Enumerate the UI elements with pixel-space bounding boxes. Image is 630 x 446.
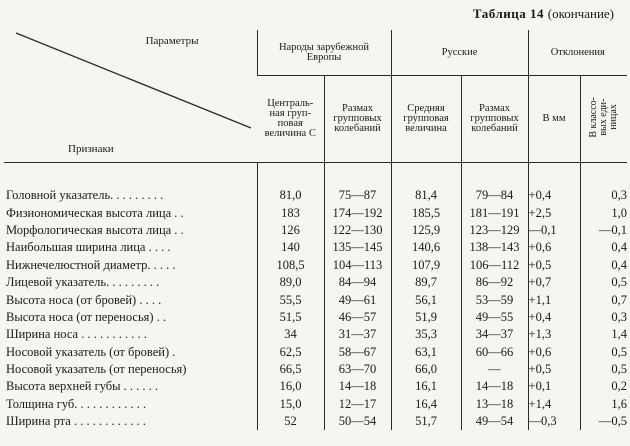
cell-range-foreign: 104—113 [324,257,391,274]
cell-deviation-mm: +1,1 [528,291,580,308]
col-header-deviation-classes [580,76,627,163]
col-header-range-russians [461,76,528,163]
corner-diagonal [4,30,257,161]
table-row [4,257,627,274]
cell-deviation-classes: 0,5 [580,274,627,291]
cell-mean-value: 107,9 [391,257,461,274]
row-feature-name: Носовой указатель (от бровей) . [6,344,176,359]
cell-range-russians: 123—129 [461,222,528,239]
table-row [4,274,627,291]
cell-deviation-classes: —0,5 [580,413,627,430]
row-feature-name: Носовой указатель (от переносья) [6,362,187,377]
cell-range-russians: 14—18 [461,378,528,395]
cell-deviation-mm: —0,1 [528,222,580,239]
cell-deviation-classes: 0,5 [580,344,627,361]
cell-range-foreign: 75—87 [324,163,391,205]
cell-central-value: 62,5 [257,344,324,361]
cell-deviation-mm: +0,6 [528,344,580,361]
row-feature-name: Ширина носа . . . . . . . . . . . [6,327,147,342]
cell-range-russians: 49—55 [461,309,528,326]
cell-range-foreign: 58—67 [324,344,391,361]
cell-central-value: 183 [257,204,324,221]
col-label-range-russians: Размах групповых колебаний [470,103,519,134]
cell-mean-value: 185,5 [391,204,461,221]
cell-deviation-mm: +0,7 [528,274,580,291]
row-feature-name: Высота носа (от бровей) . . . . [6,292,162,307]
cell-central-value: 81,0 [257,163,324,205]
row-feature-name: Нижнечелюстной диаметр. . . . . [6,257,176,272]
cell-deviation-mm: +2,5 [528,204,580,221]
cell-range-foreign: 31—37 [324,326,391,343]
cell-central-value: 52 [257,413,324,430]
cell-deviation-mm: +1,3 [528,326,580,343]
row-feature-name: Высота верхней губы . . . . . . [6,379,159,394]
cell-range-foreign: 63—70 [324,361,391,378]
cell-mean-value: 66,0 [391,361,461,378]
group-header-deviations [528,30,627,76]
row-feature-name: Толщина губ. . . . . . . . . . . . [6,396,147,411]
cell-central-value: 16,0 [257,378,324,395]
cell-mean-value: 16,4 [391,396,461,413]
cell-mean-value: 140,6 [391,239,461,256]
cell-range-foreign: 122—130 [324,222,391,239]
cell-range-russians: 79—84 [461,163,528,205]
cell-mean-value: 81,4 [391,163,461,205]
cell-deviation-classes: 0,3 [580,163,627,205]
cell-range-foreign: 50—54 [324,413,391,430]
table-row [4,291,627,308]
cell-central-value: 140 [257,239,324,256]
col-label-deviation-classes: В классо- вых еди- ницах [587,97,619,138]
cell-range-russians: — [461,361,528,378]
cell-mean-value: 125,9 [391,222,461,239]
table-caption-subtitle: (окончание) [547,6,614,21]
row-feature-name: Наибольшая ширина лица . . . . [6,240,171,255]
row-feature-name: Лицевой указатель. . . . . . . . . [6,275,160,290]
col-header-mean-value [391,76,461,163]
cell-deviation-mm: +0,4 [528,163,580,205]
cell-deviation-mm: +0,1 [528,378,580,395]
cell-deviation-mm: +0,6 [528,239,580,256]
cell-mean-value: 35,3 [391,326,461,343]
cell-deviation-classes: 1,4 [580,326,627,343]
cell-deviation-classes: 0,5 [580,361,627,378]
cell-range-russians: 106—112 [461,257,528,274]
cell-range-foreign: 135—145 [324,239,391,256]
group-label-deviations: Отклонения [550,46,605,58]
cell-mean-value: 89,7 [391,274,461,291]
cell-central-value: 51,5 [257,309,324,326]
cell-range-russians: 13—18 [461,396,528,413]
cell-deviation-mm: +0,5 [528,361,580,378]
group-header-russians [391,30,528,76]
cell-central-value: 34 [257,326,324,343]
table-row [4,344,627,361]
col-label-deviation-mm: В мм [542,113,566,124]
table-row [4,378,627,395]
cell-mean-value: 16,1 [391,378,461,395]
table-row [4,361,627,378]
col-label-central-value: Централь- ная груп- повая величина С [264,98,316,139]
cell-range-russians: 34—37 [461,326,528,343]
cell-deviation-classes: 0,4 [580,257,627,274]
cell-deviation-classes: 1,6 [580,396,627,413]
row-feature-name: Головной указатель. . . . . . . . . [6,188,164,203]
col-header-deviation-mm [528,76,580,163]
col-header-central-value [257,76,324,163]
cell-deviation-classes: 0,4 [580,239,627,256]
row-feature-name: Высота носа (от переносья) . . [6,309,167,324]
row-feature-name: Ширина рта . . . . . . . . . . . . [6,414,146,429]
table-row [4,163,627,205]
group-label-russians: Русские [441,46,478,58]
data-table [4,30,627,430]
cell-range-russians: 138—143 [461,239,528,256]
table-caption [473,6,614,22]
table-row [4,309,627,326]
cell-range-foreign: 12—17 [324,396,391,413]
cell-deviation-classes: 0,2 [580,378,627,395]
cell-range-foreign: 14—18 [324,378,391,395]
cell-central-value: 15,0 [257,396,324,413]
cell-central-value: 89,0 [257,274,324,291]
table-row [4,326,627,343]
cell-range-foreign: 46—57 [324,309,391,326]
cell-central-value: 55,5 [257,291,324,308]
cell-deviation-classes: —0,1 [580,222,627,239]
cell-range-foreign: 174—192 [324,204,391,221]
group-header-foreign-europe [257,30,391,76]
table-row [4,222,627,239]
table-row [4,396,627,413]
table-row [4,413,627,430]
table-body [4,163,627,431]
cell-mean-value: 51,7 [391,413,461,430]
table-row [4,239,627,256]
cell-range-russians: 49—54 [461,413,528,430]
cell-central-value: 108,5 [257,257,324,274]
row-feature-name: Морфологическая высота лица . . [6,222,184,237]
table-header [4,30,627,163]
corner-label-parameters: Параметры [145,35,199,47]
group-label-foreign-europe: Народы зарубежной Европы [278,41,370,63]
cell-deviation-mm: —0,3 [528,413,580,430]
cell-range-foreign: 84—94 [324,274,391,291]
cell-range-foreign: 49—61 [324,291,391,308]
cell-range-russians: 181—191 [461,204,528,221]
cell-range-russians: 60—66 [461,344,528,361]
cell-central-value: 66,5 [257,361,324,378]
col-label-range-foreign: Размах групповых колебаний [333,103,382,134]
cell-mean-value: 63,1 [391,344,461,361]
cell-central-value: 126 [257,222,324,239]
corner-cell [4,30,257,163]
cell-range-russians: 53—59 [461,291,528,308]
corner-label-features: Признаки [68,143,114,155]
cell-deviation-classes: 1,0 [580,204,627,221]
table-row [4,204,627,221]
col-label-mean-value: Средняя групповая величина [403,103,449,134]
cell-mean-value: 56,1 [391,291,461,308]
col-header-range-foreign [324,76,391,163]
table-caption-title: Таблица 14 [472,6,544,21]
row-feature-name: Физиономическая высота лица . . [6,205,184,220]
cell-deviation-mm: +1,4 [528,396,580,413]
cell-mean-value: 51,9 [391,309,461,326]
cell-deviation-classes: 0,7 [580,291,627,308]
cell-deviation-mm: +0,4 [528,309,580,326]
cell-range-russians: 86—92 [461,274,528,291]
cell-deviation-mm: +0,5 [528,257,580,274]
cell-deviation-classes: 0,3 [580,309,627,326]
